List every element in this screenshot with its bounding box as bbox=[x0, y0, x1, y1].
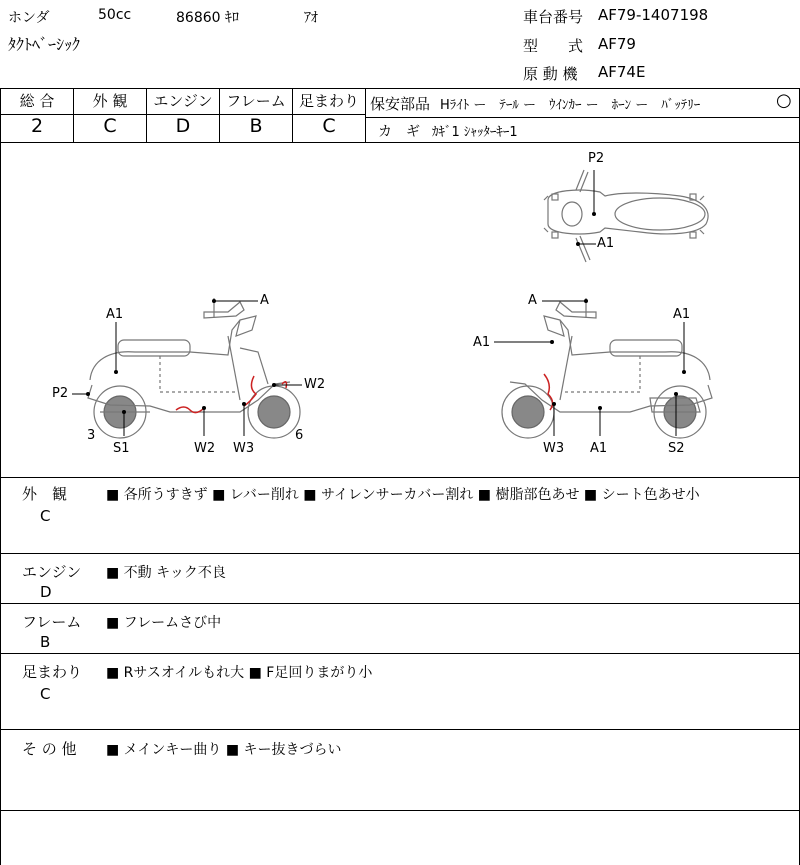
safety-title: 保安部品 bbox=[370, 95, 431, 113]
maker: ホンダ bbox=[8, 10, 50, 26]
displacement: 50cc bbox=[98, 7, 132, 23]
grade-header-engine: エンジン bbox=[153, 92, 213, 110]
remark-text-other: ■ メインキー曲り ■ キー抜きづらい bbox=[106, 742, 342, 758]
divider bbox=[0, 603, 800, 604]
divider bbox=[0, 810, 800, 811]
remark-text-exterior: ■ 各所うすきず ■ レバー削れ ■ サイレンサーカバー割れ ■ 樹脂部色あせ ■ シート色あせ小 bbox=[106, 487, 700, 503]
diagram-label: A1 bbox=[673, 307, 691, 322]
diagram-label: A1 bbox=[590, 441, 608, 456]
diagram-label: A1 bbox=[473, 335, 491, 350]
diagram-label: W3 bbox=[233, 441, 255, 456]
remark-grade-engine: D bbox=[40, 583, 52, 601]
remark-text-frame: ■ フレームさび中 bbox=[106, 615, 222, 631]
type-value: AF79 bbox=[598, 35, 636, 53]
remark-grade-suspension: C bbox=[40, 685, 51, 703]
remark-label-other: そ の 他 bbox=[22, 740, 77, 758]
grade-value-overall: 2 bbox=[30, 115, 44, 137]
remark-text-engine: ■ 不動 キック不良 bbox=[106, 565, 226, 581]
grade-header-suspension: 足まわり bbox=[298, 92, 359, 110]
safety-items: Hﾗｲﾄ ー ﾃｰﾙ ー ｳｲﾝｶｰ ー ﾎｰﾝ ー ﾊﾞｯﾃﾘｰ bbox=[440, 98, 701, 113]
diagram-label: P2 bbox=[588, 151, 605, 166]
grade-header-frame: フレーム bbox=[226, 92, 286, 110]
remark-grade-exterior: C bbox=[40, 507, 51, 525]
mileage: 86860 ｷﾛ bbox=[176, 10, 239, 26]
grade-header-exterior: 外 観 bbox=[92, 92, 128, 110]
remark-label-exterior: 外 観 bbox=[22, 485, 68, 503]
grade-header-overall: 総 合 bbox=[19, 92, 55, 110]
diagram-label: W2 bbox=[194, 441, 216, 456]
damage-marks bbox=[176, 374, 553, 413]
diagram-label: W2 bbox=[304, 377, 326, 392]
battery-ok-mark: ○ bbox=[776, 90, 792, 111]
grade-value-frame: B bbox=[249, 115, 263, 137]
remark-text-suspension: ■ Rサスオイルもれ大 ■ F足回りまがり小 bbox=[106, 665, 373, 681]
diagram-label: S2 bbox=[668, 441, 685, 456]
divider bbox=[0, 142, 1, 865]
diagram-label: 3 bbox=[87, 428, 96, 443]
frame-no: AF79-1407198 bbox=[598, 6, 709, 24]
diagram-label: S1 bbox=[113, 441, 130, 456]
engine-model: AF74E bbox=[598, 63, 646, 81]
remark-label-suspension: 足まわり bbox=[22, 663, 83, 681]
color: ｱｵ bbox=[304, 10, 318, 26]
engine-model-label: 原 動 機 bbox=[523, 65, 578, 83]
key-label: カ ギ bbox=[378, 124, 420, 140]
divider bbox=[0, 729, 800, 730]
divider bbox=[0, 653, 800, 654]
model-name: ﾀｸﾄﾍﾞｰｼｯｸ bbox=[8, 35, 81, 54]
diagram-label: 6 bbox=[295, 428, 304, 443]
diagram-label: A1 bbox=[106, 307, 124, 322]
remark-label-frame: フレーム bbox=[22, 613, 82, 631]
frame-no-label: 車台番号 bbox=[523, 8, 584, 26]
top-view-scooter bbox=[544, 170, 708, 262]
grade-value-suspension: C bbox=[322, 115, 336, 137]
grade-value-engine: D bbox=[175, 115, 191, 137]
diagram-label: A1 bbox=[597, 236, 615, 251]
diagram-label: W3 bbox=[543, 441, 565, 456]
diagram-label: P2 bbox=[52, 386, 69, 401]
remark-label-engine: エンジン bbox=[22, 563, 82, 581]
diagram-label: A bbox=[528, 293, 537, 308]
grade-value-exterior: C bbox=[103, 115, 117, 137]
key-value: ｶｷﾞ1 ｼｬｯﾀｰｷｰ1 bbox=[432, 125, 518, 140]
type-label: 型 式 bbox=[523, 37, 584, 55]
diagram-label: A bbox=[260, 293, 269, 308]
divider bbox=[0, 553, 800, 554]
divider bbox=[0, 477, 800, 478]
remark-grade-frame: B bbox=[40, 633, 51, 651]
